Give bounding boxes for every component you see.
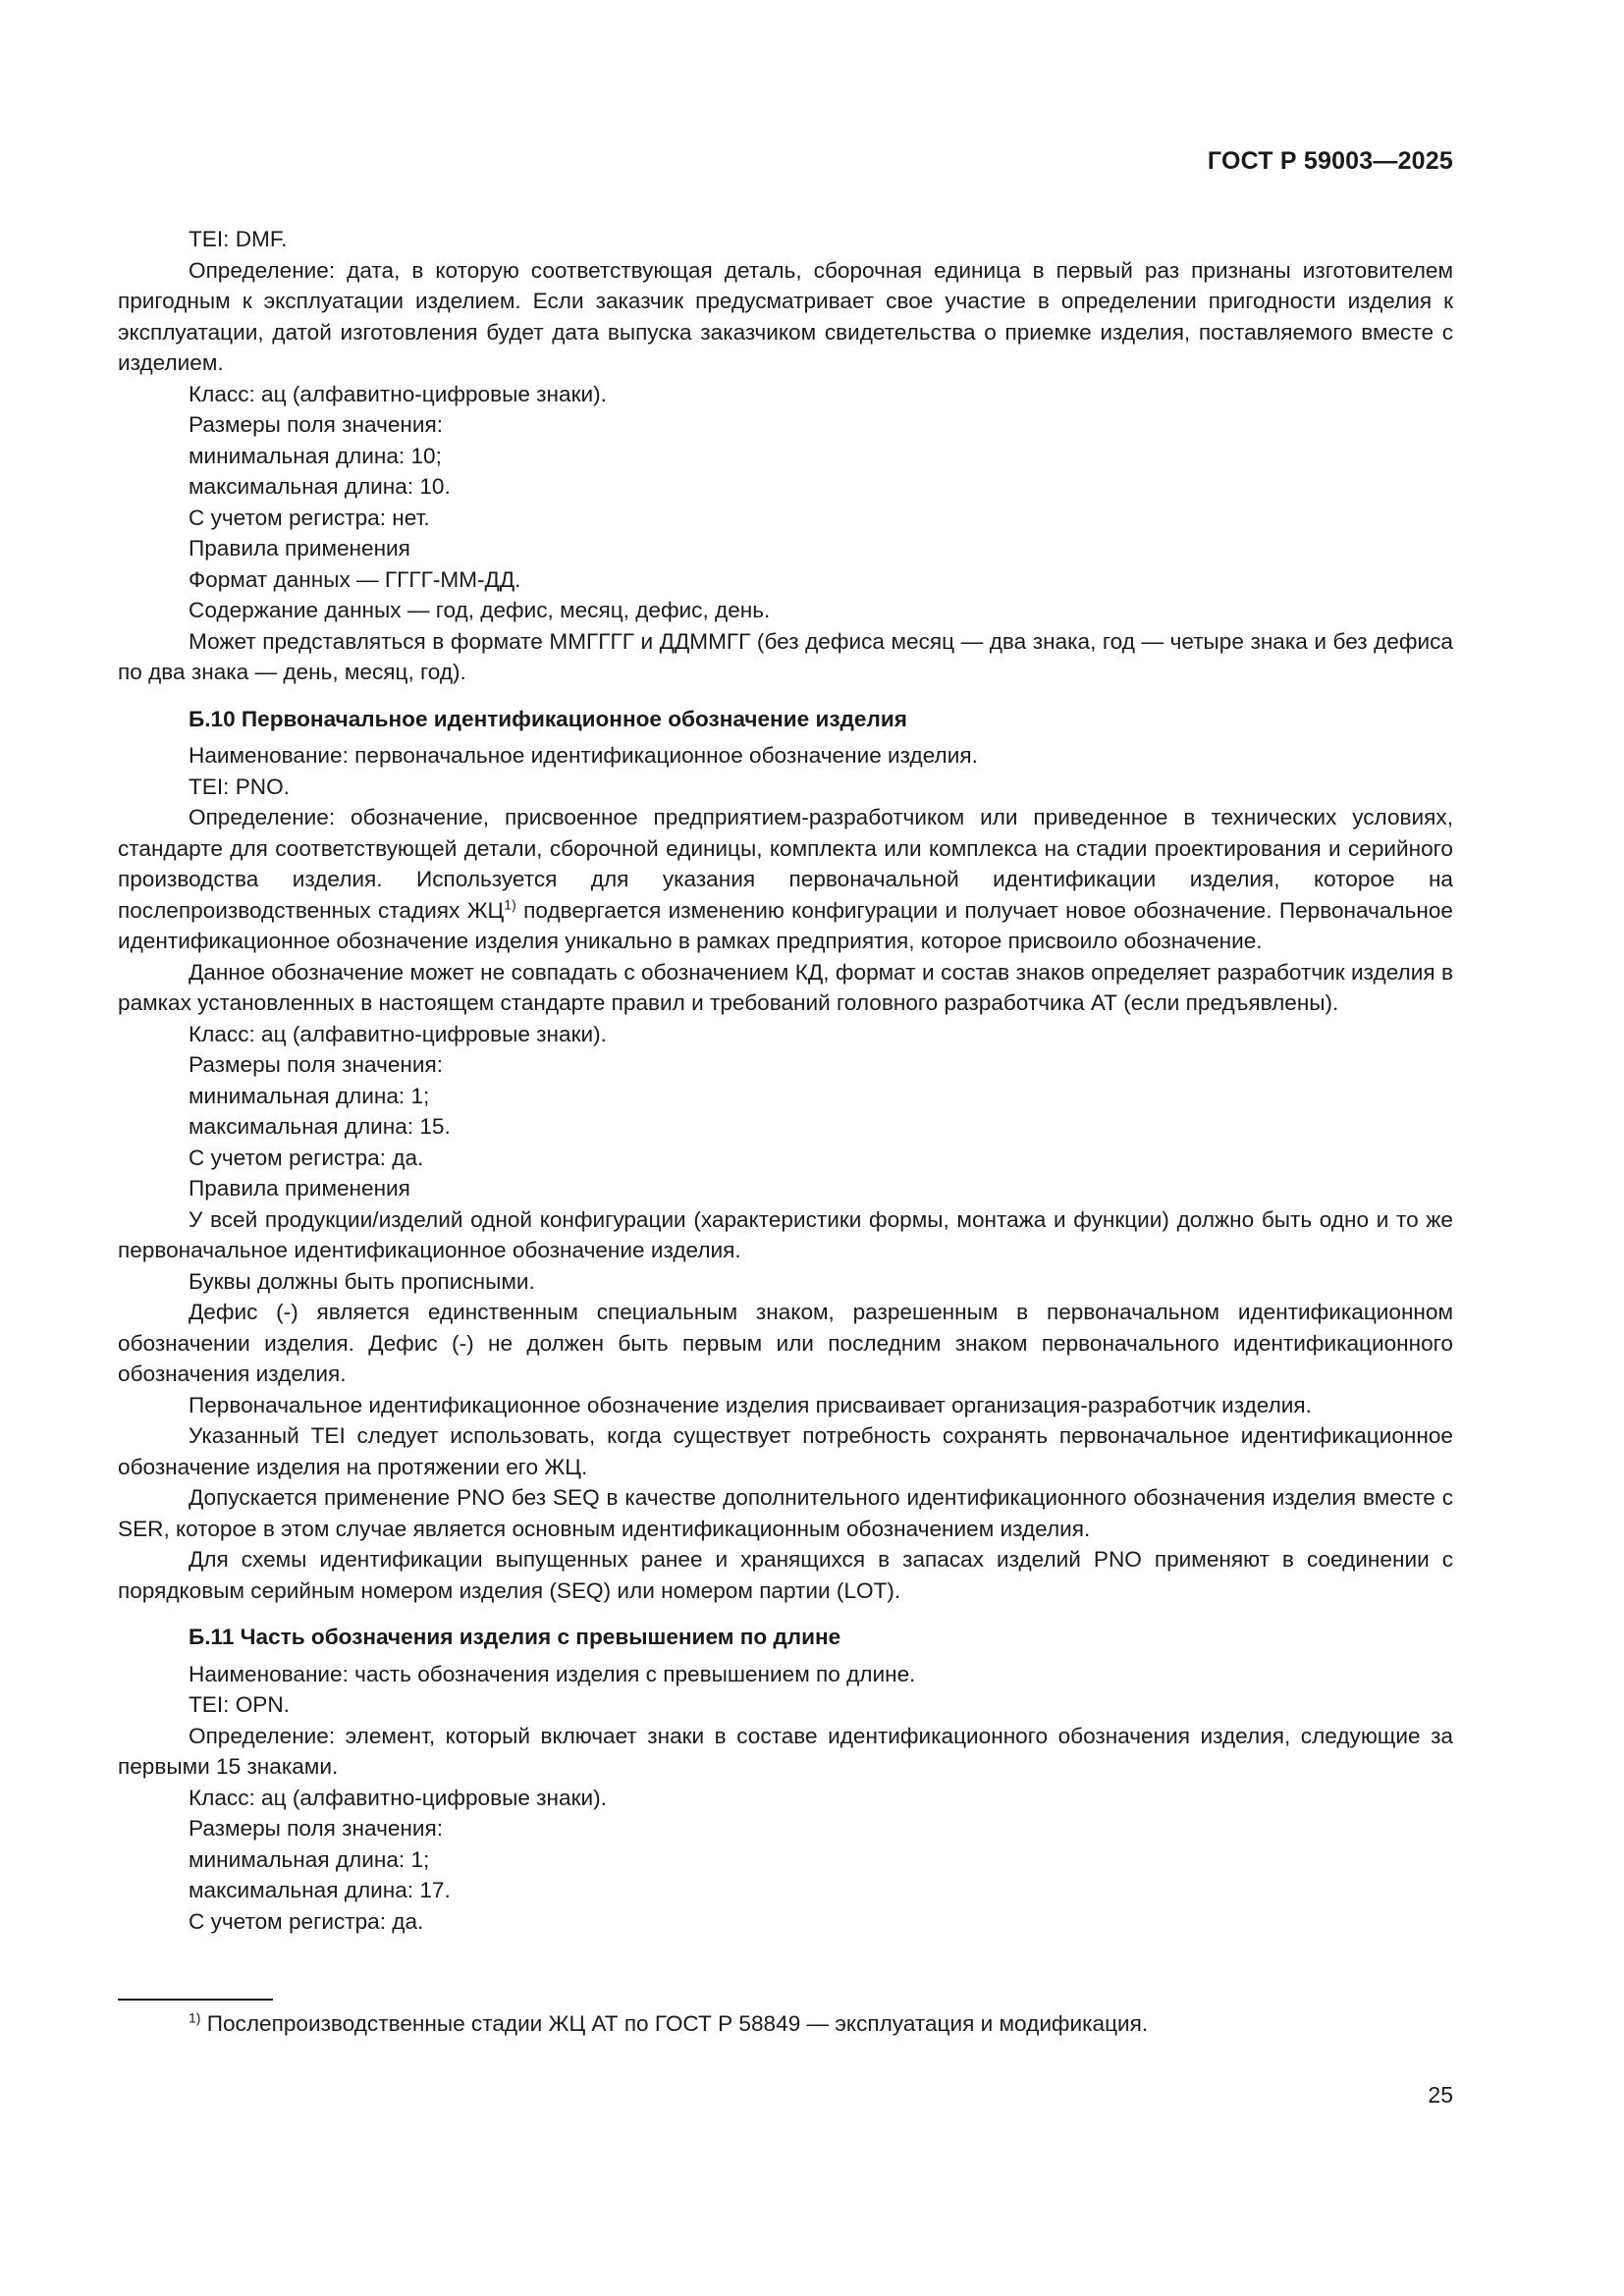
- document-header: ГОСТ Р 59003—2025: [1207, 147, 1453, 175]
- paragraph: Класс: ац (алфавитно-цифровые знаки).: [189, 381, 607, 406]
- page-number: 25: [1428, 2082, 1453, 2108]
- paragraph: Класс: ац (алфавитно-цифровые знаки).: [189, 1785, 607, 1810]
- section-heading: Б.10 Первоначальное идентификационное обозначение изделия: [189, 706, 907, 731]
- paragraph: С учетом регистра: да.: [189, 1145, 424, 1170]
- paragraph: минимальная длина: 1;: [189, 1846, 430, 1872]
- text-run: подвергается изменению конфигурации и получает новое обозначение. Первоначальное идентификационное обозначение изделия уникально в рамках предприятия, которое присвоило обозначение.: [118, 897, 1453, 953]
- section-b11: [118, 1622, 1453, 1937]
- paragraph: Данное обозначение может не совпадать с обозначением КД, формат и состав знаков определяет разработчик изделия в рамках установленных в настоящем стандарте правил и требований головного разработчика АТ (если предъявлены).: [118, 959, 1453, 1015]
- paragraph: Наименование: первоначальное идентификационное обозначение изделия.: [189, 743, 978, 768]
- paragraph: Правила применения: [189, 1176, 410, 1201]
- paragraph: минимальная длина: 1;: [189, 1083, 430, 1108]
- paragraph: [118, 802, 1453, 957]
- paragraph: Первоначальное идентификационное обозначение изделия присваивает организация-разработчик изделия.: [189, 1392, 1312, 1417]
- page-content: [118, 224, 1453, 1937]
- paragraph: Правила применения: [189, 536, 410, 561]
- paragraph: С учетом регистра: нет.: [189, 505, 430, 530]
- paragraph: TEI: DMF.: [189, 227, 288, 251]
- paragraph: Определение: элемент, который включает знаки в составе идентификационного обозначения изделия, следующие за первыми 15 знаками.: [118, 1723, 1453, 1779]
- paragraph: Формат данных — ГГГГ-ММ-ДД.: [189, 566, 521, 592]
- paragraph: TEI: OPN.: [189, 1692, 290, 1717]
- paragraph: Содержание данных — год, дефис, месяц, дефис, день.: [189, 598, 771, 622]
- section-b10: [118, 704, 1453, 1607]
- footnote-text: Послепроизводственные стадии ЖЦ АТ по ГОСТ Р 58849 — эксплуатация и модификация.: [200, 2011, 1149, 2036]
- top-block: [118, 224, 1453, 688]
- paragraph: Допускается применение PNO без SEQ в качестве дополнительного идентификационного обозначения изделия вместе с SER, которое в этом случае является основным идентификационным обозначением изделия.: [118, 1485, 1453, 1541]
- paragraph: С учетом регистра: да.: [189, 1908, 424, 1934]
- paragraph: максимальная длина: 15.: [189, 1114, 451, 1139]
- footnote-marker: 1): [189, 2009, 201, 2026]
- section-heading: Б.11 Часть обозначения изделия с превышением по длине: [189, 1625, 841, 1649]
- footnote: [189, 2011, 1148, 2037]
- text-run: Определение: обозначение, присвоенное предприятием-разработчиком или приведенное в технических условиях, стандарте для соответствующей детали, сборочной единицы, комплекта или комплекса на стадии проектирования и серийного производства изделия. Используется для указания первоначальной идентификации изделия, которое на послепроизводственных стадиях ЖЦ: [118, 805, 1453, 923]
- paragraph: максимальная длина: 17.: [189, 1878, 451, 1902]
- paragraph: Размеры поля значения:: [189, 412, 444, 437]
- footnote-reference: 1): [504, 895, 516, 912]
- paragraph: Указанный TEI следует использовать, когда существует потребность сохранять первоначальное идентификационное обозначение изделия на протяжении его ЖЦ.: [118, 1423, 1453, 1479]
- paragraph: Дефис (-) является единственным специальным знаком, разрешенным в первоначальном идентификационном обозначении изделия. Дефис (-) не должен быть первым или последним знаком первоначального идентификационного обозначения изделия.: [118, 1300, 1453, 1386]
- paragraph: TEI: PNO.: [189, 774, 290, 799]
- paragraph: Определение: дата, в которую соответствующая деталь, сборочная единица в первый раз признаны изготовителем пригодным к эксплуатации изделием. Если заказчик предусматривает свое участие в определении пригодности изделия к эксплуатации, датой изготовления будет дата выпуска заказчиком свидетельства о приемке изделия, поставляемого вместе с изделием.: [118, 257, 1453, 375]
- paragraph: Класс: ац (алфавитно-цифровые знаки).: [189, 1021, 607, 1046]
- paragraph: Размеры поля значения:: [189, 1052, 444, 1077]
- paragraph: минимальная длина: 10;: [189, 443, 442, 468]
- paragraph: Может представляться в формате ММГГГГ и ДДММГГ (без дефиса месяц — два знака, год — четыре знака и без дефиса по два знака — день, месяц, год).: [118, 628, 1453, 684]
- paragraph: максимальная длина: 10.: [189, 474, 451, 499]
- paragraph: Размеры поля значения:: [189, 1816, 444, 1841]
- paragraph: Наименование: часть обозначения изделия с превышением по длине.: [189, 1661, 916, 1686]
- paragraph: Для схемы идентификации выпущенных ранее и хранящихся в запасах изделий PNO применяют в соединении с порядковым серийным номером изделия (SEQ) или номером партии (LOT).: [118, 1547, 1453, 1603]
- paragraph: У всей продукции/изделий одной конфигурации (характеристики формы, монтажа и функции) должно быть одно и то же первоначальное идентификационное обозначение изделия.: [118, 1206, 1453, 1262]
- paragraph: Буквы должны быть прописными.: [189, 1268, 535, 1294]
- footnote-divider: [118, 1999, 273, 2001]
